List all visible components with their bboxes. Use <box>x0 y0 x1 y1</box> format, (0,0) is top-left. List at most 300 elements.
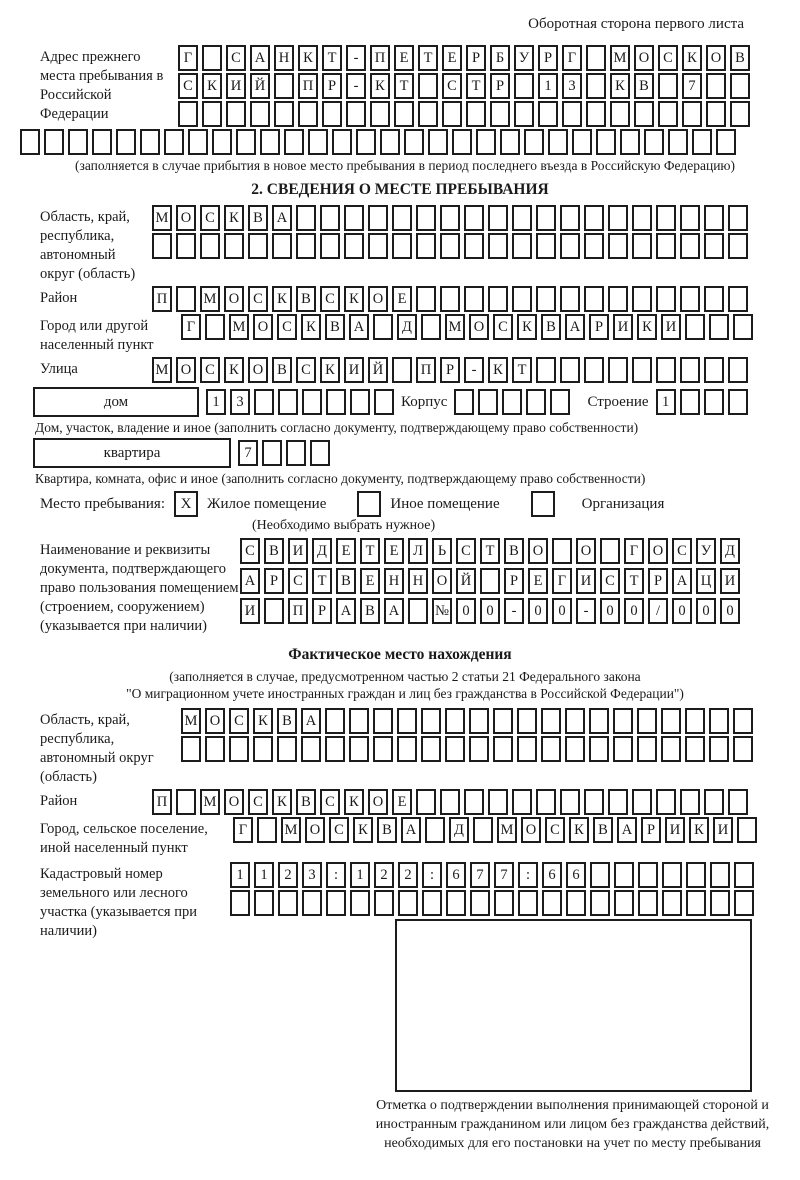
char-box: 0 <box>624 598 644 624</box>
char-box <box>733 708 753 734</box>
char-box <box>469 708 489 734</box>
char-box: К <box>301 314 321 340</box>
char-box: С <box>320 789 340 815</box>
char-box <box>344 233 364 259</box>
char-box: : <box>422 862 442 888</box>
char-box <box>586 101 606 127</box>
char-box <box>524 129 544 155</box>
char-box <box>706 101 726 127</box>
char-box <box>685 314 705 340</box>
char-box: Н <box>274 45 294 71</box>
char-box: И <box>288 538 308 564</box>
char-box: О <box>248 357 268 383</box>
char-box: О <box>469 314 489 340</box>
char-box: У <box>514 45 534 71</box>
char-box: А <box>384 598 404 624</box>
actual-region-field <box>40 708 800 787</box>
char-box <box>374 389 394 415</box>
char-box <box>536 789 556 815</box>
stay-option-zhiloe-label: Жилое помещение <box>207 495 327 512</box>
char-box <box>286 440 306 466</box>
char-box: Р <box>504 568 524 594</box>
char-box: С <box>456 538 476 564</box>
char-box <box>709 314 729 340</box>
char-row <box>240 538 740 564</box>
char-box: И <box>613 314 633 340</box>
char-row <box>152 205 748 231</box>
char-box: А <box>240 568 260 594</box>
char-box <box>680 205 700 231</box>
char-box <box>416 233 436 259</box>
char-box <box>408 598 428 624</box>
char-box <box>202 101 222 127</box>
char-box: - <box>504 598 524 624</box>
char-box: Е <box>336 538 356 564</box>
char-box: О <box>521 817 541 843</box>
char-box <box>632 286 652 312</box>
char-box <box>680 357 700 383</box>
char-box: В <box>277 708 297 734</box>
char-box <box>682 101 702 127</box>
char-box: Т <box>394 73 414 99</box>
char-row <box>178 101 750 127</box>
char-box <box>680 233 700 259</box>
char-box <box>253 736 273 762</box>
char-box: 7 <box>682 73 702 99</box>
char-box <box>308 129 328 155</box>
char-box <box>584 357 604 383</box>
char-box <box>349 736 369 762</box>
char-box <box>536 286 556 312</box>
char-box <box>418 73 438 99</box>
char-box: О <box>224 286 244 312</box>
char-box: К <box>610 73 630 99</box>
char-box <box>704 286 724 312</box>
char-box: С <box>240 538 260 564</box>
char-box <box>421 314 441 340</box>
char-box <box>325 736 345 762</box>
char-row <box>230 890 754 916</box>
char-box: Е <box>360 568 380 594</box>
char-box: И <box>226 73 246 99</box>
char-box <box>301 736 321 762</box>
char-box <box>536 205 556 231</box>
char-box: 0 <box>696 598 716 624</box>
char-box: Г <box>178 45 198 71</box>
char-box: 7 <box>238 440 258 466</box>
char-box: С <box>229 708 249 734</box>
char-box: О <box>634 45 654 71</box>
char-box: С <box>329 817 349 843</box>
char-row <box>233 817 757 843</box>
char-box <box>685 708 705 734</box>
char-box <box>326 389 346 415</box>
char-box: Е <box>392 286 412 312</box>
char-box: Г <box>233 817 253 843</box>
char-box <box>502 389 522 415</box>
char-box <box>349 708 369 734</box>
char-box: К <box>344 789 364 815</box>
char-box: 0 <box>720 598 740 624</box>
char-box <box>590 890 610 916</box>
char-box: Р <box>264 568 284 594</box>
stay-option-org-label: Организация <box>581 495 665 512</box>
char-box <box>298 101 318 127</box>
char-box <box>404 129 424 155</box>
char-box <box>536 357 556 383</box>
char-box: С <box>493 314 513 340</box>
char-box: В <box>593 817 613 843</box>
char-box: А <box>617 817 637 843</box>
char-box <box>392 357 412 383</box>
char-box <box>397 708 417 734</box>
char-box <box>188 129 208 155</box>
char-box: О <box>176 357 196 383</box>
char-box <box>421 736 441 762</box>
stay-checkbox-org <box>531 491 555 517</box>
char-box <box>656 205 676 231</box>
char-box <box>512 286 532 312</box>
region-field <box>40 205 800 284</box>
char-box: Р <box>440 357 460 383</box>
char-box <box>512 789 532 815</box>
char-box: В <box>325 314 345 340</box>
char-box <box>350 389 370 415</box>
char-box: В <box>377 817 397 843</box>
char-row <box>152 286 748 312</box>
char-row <box>206 389 394 415</box>
char-box <box>517 708 537 734</box>
char-row <box>240 598 740 624</box>
char-box <box>250 101 270 127</box>
char-box: В <box>360 598 380 624</box>
char-row <box>152 233 748 259</box>
char-box: 1 <box>230 862 250 888</box>
char-box <box>440 233 460 259</box>
char-box <box>586 45 606 71</box>
char-box: О <box>224 789 244 815</box>
char-box: В <box>730 45 750 71</box>
char-box <box>205 314 225 340</box>
house-type-box: дом <box>33 387 199 417</box>
char-box <box>254 890 274 916</box>
char-box <box>565 736 585 762</box>
char-box <box>512 205 532 231</box>
char-box <box>488 789 508 815</box>
char-box: 1 <box>350 862 370 888</box>
char-box: Й <box>250 73 270 99</box>
char-box <box>610 101 630 127</box>
char-box <box>440 789 460 815</box>
char-box <box>373 736 393 762</box>
char-box <box>550 389 570 415</box>
char-box <box>704 389 724 415</box>
char-box <box>734 890 754 916</box>
char-box <box>296 233 316 259</box>
char-box: 6 <box>542 862 562 888</box>
char-box <box>600 538 620 564</box>
char-box: К <box>637 314 657 340</box>
char-box: Р <box>538 45 558 71</box>
char-box <box>368 205 388 231</box>
char-box: А <box>349 314 369 340</box>
char-box: С <box>658 45 678 71</box>
region-label: Область, край, республика, автономный округ (область) <box>40 209 136 282</box>
char-box <box>730 101 750 127</box>
char-box: С <box>200 357 220 383</box>
char-box <box>733 736 753 762</box>
char-box <box>584 233 604 259</box>
char-box: Р <box>589 314 609 340</box>
actual-city-field <box>40 817 800 858</box>
apartment-field <box>33 438 800 468</box>
char-box <box>658 101 678 127</box>
char-box: К <box>298 45 318 71</box>
char-box <box>346 101 366 127</box>
char-box <box>710 862 730 888</box>
char-box <box>421 708 441 734</box>
char-box: 6 <box>446 862 466 888</box>
char-box <box>680 389 700 415</box>
char-box <box>538 101 558 127</box>
char-box <box>224 233 244 259</box>
stay-type-label: Место пребывания: <box>40 495 165 512</box>
char-box <box>517 736 537 762</box>
char-box <box>637 736 657 762</box>
char-box <box>368 233 388 259</box>
char-box <box>296 205 316 231</box>
char-box: О <box>648 538 668 564</box>
char-row <box>178 45 750 71</box>
char-box <box>469 736 489 762</box>
char-box <box>608 205 628 231</box>
city-label: Город или другой населенный пункт <box>40 318 154 353</box>
char-row <box>181 314 753 340</box>
char-box <box>589 708 609 734</box>
char-box <box>514 73 534 99</box>
char-box <box>728 789 748 815</box>
char-box <box>380 129 400 155</box>
char-box: Й <box>456 568 476 594</box>
char-box <box>589 736 609 762</box>
char-box: Д <box>397 314 417 340</box>
char-box <box>560 233 580 259</box>
stroenie-label: Строение <box>587 394 649 410</box>
char-box <box>685 736 705 762</box>
char-box <box>704 789 724 815</box>
char-box <box>620 129 640 155</box>
char-box <box>68 129 88 155</box>
char-box <box>658 73 678 99</box>
char-box: Р <box>322 73 342 99</box>
prev-address-label: Адрес прежнего места пребывания в Российской Федерации <box>40 49 164 122</box>
char-box: А <box>301 708 321 734</box>
char-box: Е <box>392 789 412 815</box>
char-box <box>464 233 484 259</box>
char-box <box>466 101 486 127</box>
char-box <box>632 233 652 259</box>
char-box: С <box>277 314 297 340</box>
char-box: С <box>320 286 340 312</box>
actual-district-label: Район <box>40 793 78 809</box>
char-box: А <box>401 817 421 843</box>
actual-location-title: Фактическое место нахождения <box>288 646 512 663</box>
char-box <box>205 736 225 762</box>
char-box <box>596 129 616 155</box>
char-box <box>440 286 460 312</box>
stamp-caption: Отметка о подтверждении выполнения принимающей стороной и иностранным гражданином или лицом без гражданства действий, необходимых для его постановки на учет по месту пребывания <box>375 1098 770 1151</box>
char-box <box>278 890 298 916</box>
char-box: К <box>689 817 709 843</box>
char-box <box>488 205 508 231</box>
char-box: К <box>353 817 373 843</box>
char-box <box>608 357 628 383</box>
section2-title: 2. СВЕДЕНИЯ О МЕСТЕ ПРЕБЫВАНИЯ <box>251 181 549 198</box>
char-box <box>397 736 417 762</box>
char-box: К <box>682 45 702 71</box>
char-box <box>728 357 748 383</box>
char-box <box>356 129 376 155</box>
char-box: 1 <box>538 73 558 99</box>
char-row <box>181 708 753 734</box>
district-label: Район <box>40 290 78 306</box>
char-box <box>262 440 282 466</box>
char-box: М <box>229 314 249 340</box>
char-row <box>230 862 754 888</box>
char-box <box>116 129 136 155</box>
char-box: : <box>326 862 346 888</box>
char-box: М <box>152 205 172 231</box>
char-box: М <box>281 817 301 843</box>
char-box <box>278 389 298 415</box>
char-box <box>526 389 546 415</box>
char-box: 3 <box>230 389 250 415</box>
char-box: Т <box>480 538 500 564</box>
char-box <box>638 890 658 916</box>
char-box: П <box>152 789 172 815</box>
char-box: Н <box>384 568 404 594</box>
char-box <box>164 129 184 155</box>
char-box <box>656 233 676 259</box>
char-box <box>584 286 604 312</box>
char-box <box>392 233 412 259</box>
char-row <box>454 389 570 415</box>
char-row <box>181 736 753 762</box>
char-box <box>202 45 222 71</box>
stay-type-field <box>40 491 800 517</box>
char-box: В <box>296 789 316 815</box>
char-box <box>44 129 64 155</box>
char-box <box>226 101 246 127</box>
char-box: П <box>416 357 436 383</box>
char-box <box>632 789 652 815</box>
char-box <box>200 233 220 259</box>
char-row <box>240 568 740 594</box>
char-box: П <box>152 286 172 312</box>
char-box: 0 <box>456 598 476 624</box>
char-box: Т <box>360 538 380 564</box>
stay-checkbox-inoe <box>357 491 381 517</box>
char-box <box>326 890 346 916</box>
char-box <box>374 890 394 916</box>
char-box: Ь <box>432 538 452 564</box>
char-box: А <box>672 568 692 594</box>
char-box <box>608 286 628 312</box>
char-box <box>565 708 585 734</box>
char-box: И <box>344 357 364 383</box>
char-box: М <box>497 817 517 843</box>
char-box: М <box>181 708 201 734</box>
char-box: С <box>296 357 316 383</box>
char-box: Ц <box>696 568 716 594</box>
street-field <box>40 357 800 383</box>
char-box <box>662 862 682 888</box>
char-box <box>590 862 610 888</box>
char-box: В <box>264 538 284 564</box>
char-box: 7 <box>494 862 514 888</box>
apartment-note: Квартира, комната, офис и иное (заполнить согласно документу, подтверждающему право собственности) <box>35 471 646 486</box>
char-box <box>416 286 436 312</box>
korpus-label: Корпус <box>401 394 448 410</box>
char-box: Т <box>624 568 644 594</box>
char-box: Г <box>552 568 572 594</box>
char-box: М <box>445 314 465 340</box>
char-box <box>613 736 633 762</box>
char-box <box>452 129 472 155</box>
char-box: С <box>226 45 246 71</box>
char-box <box>284 129 304 155</box>
stamp-box <box>395 919 752 1092</box>
char-box <box>608 233 628 259</box>
char-box: И <box>661 314 681 340</box>
char-box <box>656 789 676 815</box>
char-box: Н <box>408 568 428 594</box>
char-box: В <box>541 314 561 340</box>
char-box: У <box>696 538 716 564</box>
char-box <box>320 233 340 259</box>
char-box <box>476 129 496 155</box>
char-box: С <box>178 73 198 99</box>
document-field <box>40 538 800 636</box>
char-box: О <box>176 205 196 231</box>
char-box: И <box>665 817 685 843</box>
char-box: К <box>517 314 537 340</box>
char-box: В <box>634 73 654 99</box>
char-box <box>541 736 561 762</box>
char-box: Д <box>312 538 332 564</box>
city-field <box>40 314 800 355</box>
char-box: 1 <box>656 389 676 415</box>
actual-location-note-1: (заполняется в случае, предусмотренном частью 2 статьи 21 Федерального закона <box>169 669 641 684</box>
prev-address-note: (заполняется в случае прибытия в новое место пребывания в период последнего въезда в Российскую Федерацию) <box>74 158 736 173</box>
actual-region-label: Область, край, республика, автономный округ (область) <box>40 712 154 785</box>
char-box <box>425 817 445 843</box>
char-box <box>302 890 322 916</box>
char-box: Г <box>181 314 201 340</box>
char-box <box>704 233 724 259</box>
cadastral-label: Кадастровый номер земельного или лесного участка (указывается при наличии) <box>40 866 197 939</box>
char-box <box>272 233 292 259</box>
char-box: Е <box>394 45 414 71</box>
char-box: Т <box>322 45 342 71</box>
char-box: 1 <box>206 389 226 415</box>
char-box: 0 <box>552 598 572 624</box>
char-box: 0 <box>480 598 500 624</box>
char-box <box>632 357 652 383</box>
char-box: - <box>346 73 366 99</box>
char-box <box>541 708 561 734</box>
char-box <box>176 286 196 312</box>
